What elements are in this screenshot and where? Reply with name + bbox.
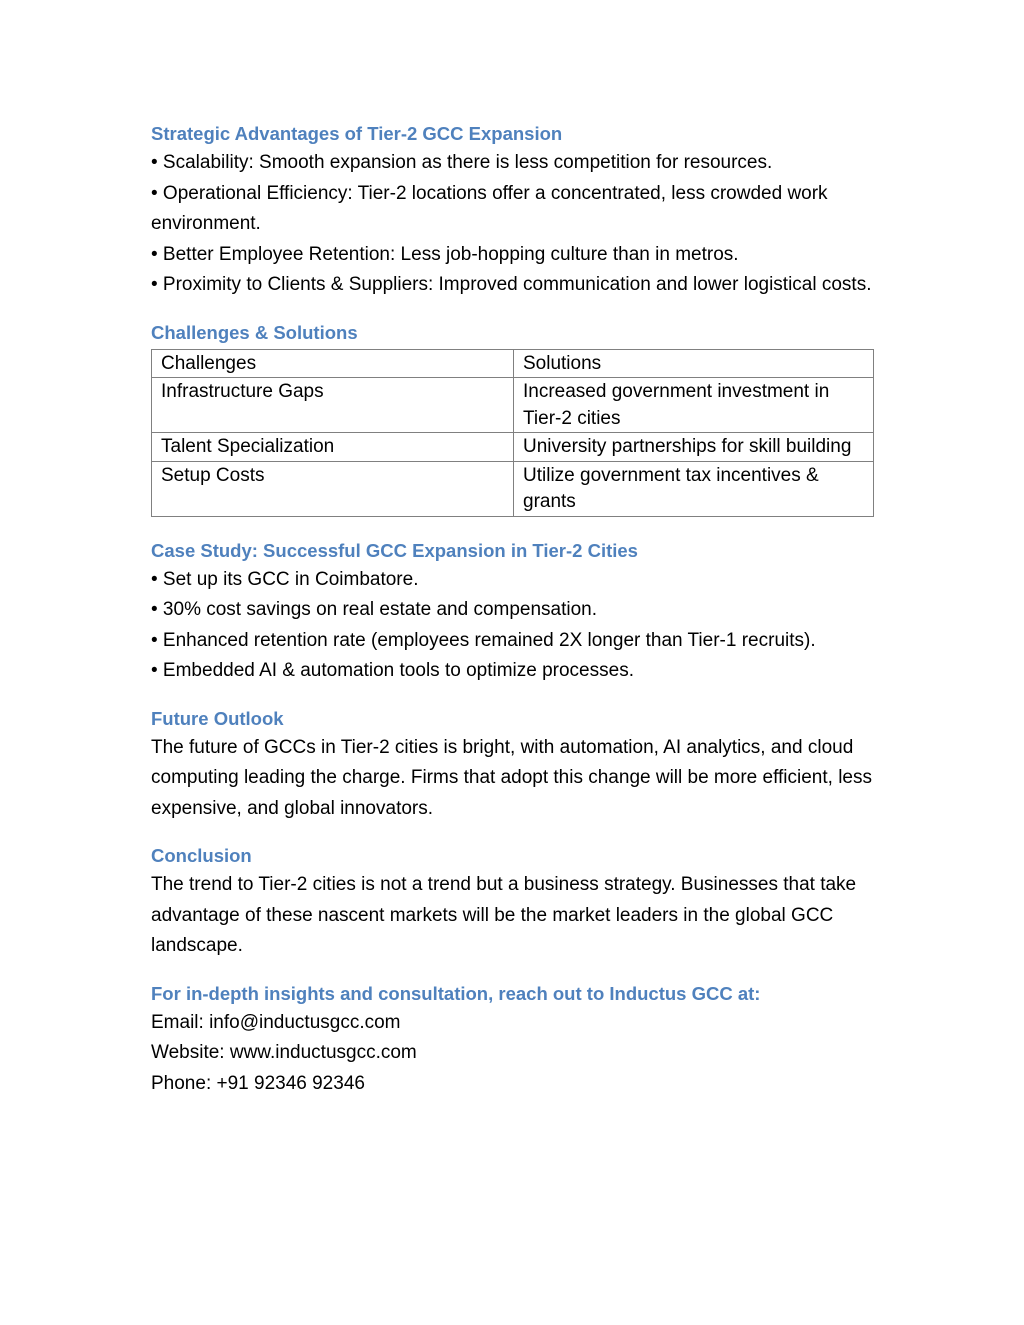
conclusion-section [151,842,876,962]
case-study-bullet-3: • Enhanced retention rate (employees remained 2X longer than Tier-1 recruits). [151,629,816,651]
strategic-bullet-4: • Proximity to Clients & Suppliers: Improved communication and lower logistical costs. [151,274,872,295]
document-content [151,120,876,1117]
table-cell: University partnerships for skill building [514,433,874,462]
conclusion-text: The trend to Tier-2 cities is not a trend but a business strategy. Businesses that take advantage of these nascent markets will be the market leaders in the global GCC landscape. [151,874,857,956]
table-header-row [152,349,874,378]
table-cell: Setup Costs [152,461,514,516]
strategic-bullet-3: • Better Employee Retention: Less job-hopping culture than in metros. [151,243,739,265]
table-cell: Increased government investment in Tier-2 cities [514,378,874,433]
table-header-challenges: Challenges [152,349,514,378]
strategic-heading: Strategic Advantages of Tier-2 GCC Expansion [151,123,563,144]
case-study-bullet-1: • Set up its GCC in Coimbatore. [151,568,419,590]
table-row [152,378,874,433]
strategic-bullet-1: • Scalability: Smooth expansion as there is less competition for resources. [151,152,773,173]
challenges-section [151,319,876,517]
table-row [152,433,874,462]
strategic-bullet-2: • Operational Efficiency: Tier-2 locations offer a concentrated, less crowded work environment. [151,182,828,234]
case-study-bullet-4: • Embedded AI & automation tools to optimize processes. [151,660,634,681]
contact-website: Website: www.inductusgcc.com [151,1042,417,1063]
strategic-section [151,120,876,301]
contact-phone: Phone: +91 92346 92346 [151,1072,365,1094]
case-study-heading: Case Study: Successful GCC Expansion in Tier-2 Cities [151,539,638,561]
table-row [152,461,874,516]
conclusion-heading: Conclusion [151,845,252,866]
contact-heading: For in-depth insights and consultation, reach out to Inductus GCC at: [151,982,761,1004]
future-text: The future of GCCs in Tier-2 cities is bright, with automation, AI analytics, and cloud computing leading the charge. Firms that adopt this change will be more efficient, less expensive, and global innovators. [151,736,872,819]
table-cell: Infrastructure Gaps [152,378,514,433]
challenges-table [151,349,874,517]
table-cell: Utilize government tax incentives & grants [514,461,874,516]
table-cell: Talent Specialization [152,433,514,462]
case-study-section [151,537,876,687]
challenges-heading: Challenges & Solutions [151,321,358,343]
case-study-bullet-2: • 30% cost savings on real estate and compensation. [151,599,598,620]
table-header-solutions: Solutions [514,349,874,378]
contact-email: Email: info@inductusgcc.com [151,1011,401,1033]
contact-section [151,980,876,1100]
future-section [151,705,876,825]
future-heading: Future Outlook [151,707,284,729]
